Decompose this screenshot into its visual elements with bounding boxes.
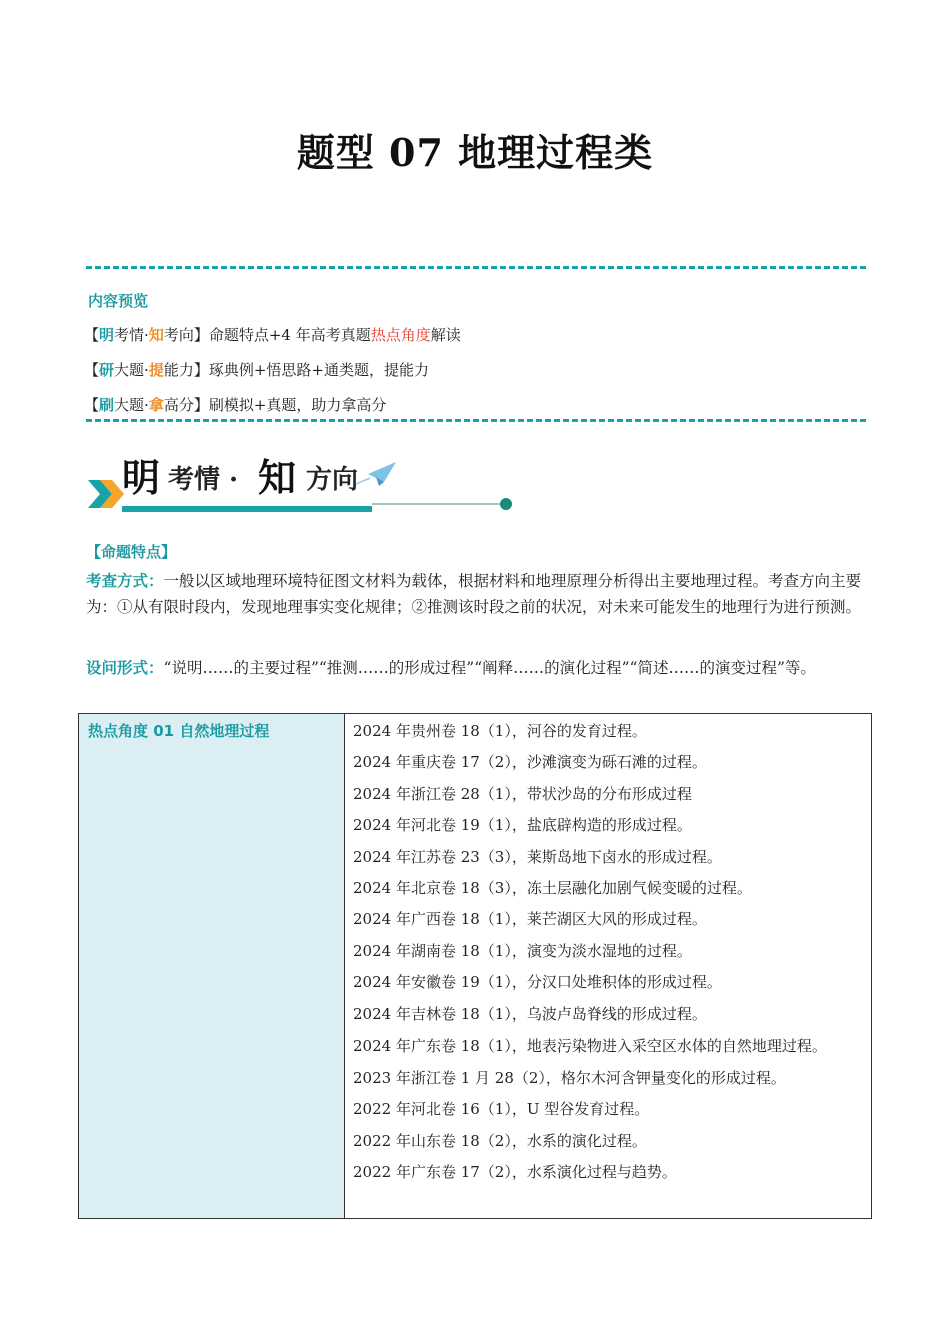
exam-method-paragraph [86, 568, 868, 620]
list-item: 2024 年江苏卷 23（3），莱斯岛地下卤水的形成过程。 [353, 847, 722, 866]
list-item: 2022 年山东卷 18（2），水系的演化过程。 [353, 1131, 647, 1150]
bracket-close: 】 [193, 326, 209, 344]
paragraph-text: 一般以区域地理环境特征图文材料为载体，根据材料和地理原理分析得出主要地理过程。考查方向主要为：①从有限时段内，发现地理事实变化规律；②推测该时段之前的状况，对未来可能发生的地理行为进行预测。 [86, 572, 862, 616]
list-item: 2024 年吉林卷 18（1），乌波卢岛脊线的形成过程。 [353, 1004, 707, 1023]
banner-char-2: 考情 [168, 465, 221, 495]
preview-heading: 内容预览 [88, 292, 149, 310]
list-item: 2024 年河北卷 19（1），盐底辟构造的形成过程。 [353, 816, 692, 835]
bracket-close: 】 [193, 396, 209, 414]
list-item: 2024 年湖南卷 18（1），演变为淡水湿地的过程。 [353, 941, 692, 960]
paragraph-text: “说明……的主要过程”“推测……的形成过程”“阐释……的演化过程”“简述……的演变过程”等。 [163, 659, 816, 677]
preview-key: 刷 [99, 396, 115, 414]
list-item: 2024 年广东卷 18（1），地表污染物进入采空区水体的自然地理过程。 [353, 1037, 827, 1056]
preview-line-2 [84, 359, 429, 380]
bracket-open: 【 [84, 396, 100, 414]
preview-key: 明 [99, 326, 115, 344]
banner-char-1: 明 [122, 455, 161, 500]
list-item: 2024 年重庆卷 17（2），沙滩演变为砾石滩的过程。 [353, 753, 707, 772]
table-right-cell [353, 716, 865, 1189]
bracket-open: 【 [84, 361, 100, 379]
list-item: 2024 年贵州卷 18（1），河谷的发育过程。 [353, 722, 647, 740]
preview-text: 刷模拟+真题，助力拿高分 [208, 396, 387, 414]
paragraph-lead: 设问形式： [86, 659, 164, 677]
banner-dot [500, 498, 512, 510]
preview-key: 提 [148, 361, 164, 379]
preview-mid: 考向 [163, 326, 194, 344]
preview-mid: 大题· [114, 396, 149, 414]
preview-text: 命题特点+4 年高考真题 [208, 326, 371, 344]
preview-mid: 考情· [114, 326, 149, 344]
section-label: 【命题特点】 [86, 543, 177, 561]
list-item: 2023 年浙江卷 1 月 28（2），格尔木河含钾量变化的形成过程。 [353, 1069, 786, 1088]
preview-mid: 高分 [163, 396, 194, 414]
preview-text: 琢典例+悟思路+通类题，提能力 [208, 361, 429, 379]
list-item: 2024 年安徽卷 19（1），分汉口处堆积体的形成过程。 [353, 973, 722, 992]
paper-plane-icon [356, 462, 396, 486]
hot-topic-table [78, 713, 872, 1219]
question-form-paragraph [86, 655, 868, 681]
list-item: 2024 年浙江卷 28（1），带状沙岛的分布形成过程 [353, 784, 692, 803]
list-item: 2022 年河北卷 16（1），U 型谷发育过程。 [353, 1100, 650, 1119]
preview-key: 知 [148, 326, 164, 344]
hot-topic-label: 热点角度 01 自然地理过程 [88, 722, 270, 740]
preview-highlight: 热点角度 [370, 326, 431, 344]
preview-mid: 大题· [114, 361, 149, 379]
bracket-open: 【 [84, 326, 100, 344]
preview-key: 拿 [148, 396, 164, 414]
banner-underline [122, 506, 372, 512]
page-title: 题型 07 地理过程类 [296, 130, 654, 175]
banner-char-4: 方向 [306, 465, 359, 495]
divider-top [86, 266, 866, 269]
section-banner [86, 446, 526, 522]
banner-char-3: 知 [258, 455, 297, 500]
table-left-cell [79, 714, 345, 1218]
paragraph-lead: 考查方式： [86, 572, 164, 590]
bracket-close: 】 [193, 361, 209, 379]
list-item: 2024 年广西卷 18（1），莱芒湖区大风的形成过程。 [353, 910, 707, 929]
divider-bottom [86, 419, 866, 422]
preview-mid: 能力 [163, 361, 194, 379]
list-item: 2024 年北京卷 18（3），冻土层融化加剧气候变暖的过程。 [353, 879, 752, 898]
preview-key: 研 [99, 361, 115, 379]
preview-line-1 [84, 324, 461, 345]
preview-tail: 解读 [430, 326, 461, 344]
list-item: 2022 年广东卷 17（2），水系演化过程与趋势。 [353, 1163, 677, 1182]
banner-dot-char: · [229, 465, 239, 495]
preview-line-3 [84, 394, 386, 415]
